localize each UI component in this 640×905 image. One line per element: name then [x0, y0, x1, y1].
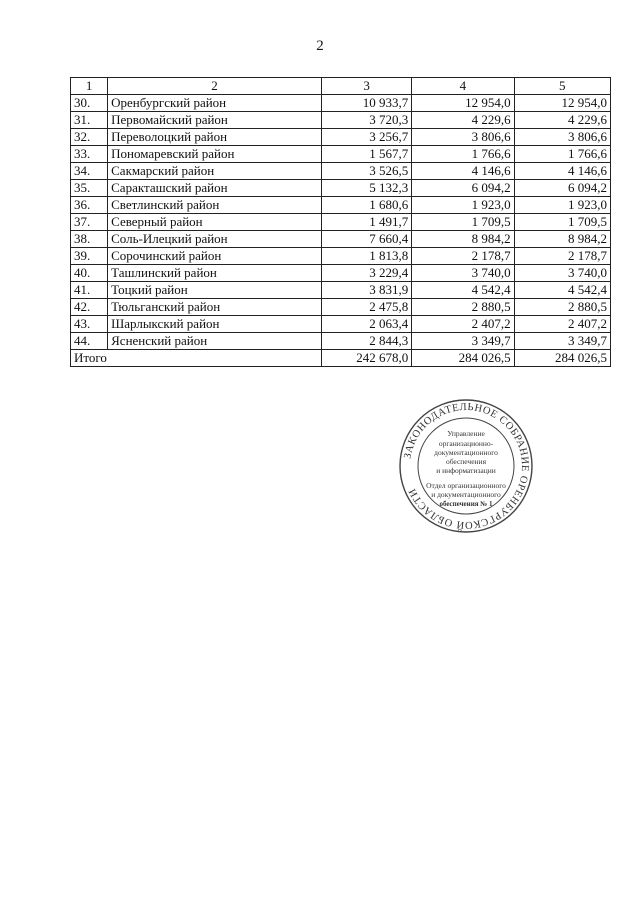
table-cell: Сорочинский район [108, 248, 322, 265]
table-row [71, 333, 611, 350]
table-cell: 4 229,6 [514, 112, 610, 129]
official-seal [398, 398, 534, 534]
table-cell: 1 567,7 [321, 146, 411, 163]
table-cell: 40. [71, 265, 108, 282]
table-cell: 3 349,7 [514, 333, 610, 350]
header-cell-1: 1 [71, 78, 108, 95]
table-cell: Оренбургский район [108, 95, 322, 112]
table-row [71, 129, 611, 146]
page-number: 2 [316, 38, 324, 54]
table-cell: 3 526,5 [321, 163, 411, 180]
seal-inner-text [426, 429, 506, 508]
table-cell: 10 933,7 [321, 95, 411, 112]
table-cell: 2 178,7 [412, 248, 514, 265]
table-cell: 33. [71, 146, 108, 163]
table-cell: 6 094,2 [412, 180, 514, 197]
table-cell: 31. [71, 112, 108, 129]
table-cell: 3 740,0 [514, 265, 610, 282]
table-cell: 44. [71, 333, 108, 350]
table-cell: 1 923,0 [412, 197, 514, 214]
table-cell: Ташлинский район [108, 265, 322, 282]
table-cell: Северный район [108, 214, 322, 231]
table-row [71, 231, 611, 248]
table-cell: 3 806,6 [514, 129, 610, 146]
table-row [71, 299, 611, 316]
seal-line: Отдел организационного [426, 481, 506, 490]
seal-line: обеспечения № 1 [439, 500, 493, 508]
total-value: 242 678,0 [321, 350, 411, 367]
table-cell: 3 256,7 [321, 129, 411, 146]
table-cell: 2 880,5 [412, 299, 514, 316]
seal-outer-text: ЗАКОНОДАТЕЛЬНОЕ СОБРАНИЕ ОРЕНБУРГСКОЙ ОБЛАСТИ [402, 401, 531, 531]
table-cell: 8 984,2 [412, 231, 514, 248]
table-cell: 4 542,4 [514, 282, 610, 299]
table-row [71, 197, 611, 214]
header-cell-4: 4 [412, 78, 514, 95]
table-cell: 5 132,3 [321, 180, 411, 197]
table-cell: 2 407,2 [514, 316, 610, 333]
table-cell: 36. [71, 197, 108, 214]
table-cell: Тюльганский район [108, 299, 322, 316]
table-cell: 3 740,0 [412, 265, 514, 282]
allocation-table [70, 77, 611, 367]
table-body [71, 78, 611, 367]
total-value: 284 026,5 [412, 350, 514, 367]
table-cell: 41. [71, 282, 108, 299]
table-cell: 2 475,8 [321, 299, 411, 316]
table-cell: 30. [71, 95, 108, 112]
header-cell-2: 2 [108, 78, 322, 95]
table-cell: 7 660,4 [321, 231, 411, 248]
seal-line: и информатизации [436, 466, 496, 475]
table-cell: Соль-Илецкий район [108, 231, 322, 248]
table-cell: Переволоцкий район [108, 129, 322, 146]
table-row [71, 146, 611, 163]
seal-line: организационно- [438, 439, 494, 448]
table-cell: 2 178,7 [514, 248, 610, 265]
table-cell: 4 542,4 [412, 282, 514, 299]
table-cell: 8 984,2 [514, 231, 610, 248]
table-cell: 1 680,6 [321, 197, 411, 214]
table-row [71, 282, 611, 299]
table-cell: Саракташский район [108, 180, 322, 197]
table-cell: 32. [71, 129, 108, 146]
seal-line: и документационного [431, 490, 501, 499]
total-label: Итого [71, 350, 322, 367]
table-cell: 1 491,7 [321, 214, 411, 231]
table-cell: 2 407,2 [412, 316, 514, 333]
table-cell: 2 063,4 [321, 316, 411, 333]
table-cell: 12 954,0 [412, 95, 514, 112]
table-cell: 4 146,6 [514, 163, 610, 180]
table-row [71, 316, 611, 333]
table-cell: 1 709,5 [514, 214, 610, 231]
table-cell: 1 709,5 [412, 214, 514, 231]
seal-line: документационного [434, 448, 498, 457]
table-row [71, 248, 611, 265]
total-value: 284 026,5 [514, 350, 610, 367]
table-cell: 2 880,5 [514, 299, 610, 316]
seal-line: обеспечения [445, 457, 487, 466]
table-cell: 1 766,6 [514, 146, 610, 163]
table-cell: 3 806,6 [412, 129, 514, 146]
table-cell: 1 923,0 [514, 197, 610, 214]
table-cell: 1 766,6 [412, 146, 514, 163]
seal-line: Управление [447, 429, 485, 438]
table-cell: 3 831,9 [321, 282, 411, 299]
table-cell: Тоцкий район [108, 282, 322, 299]
table-cell: 6 094,2 [514, 180, 610, 197]
table-header-row [71, 78, 611, 95]
table-cell: Светлинский район [108, 197, 322, 214]
table-row [71, 112, 611, 129]
header-cell-3: 3 [321, 78, 411, 95]
table-cell: Пономаревский район [108, 146, 322, 163]
table-cell: 1 813,8 [321, 248, 411, 265]
table-row [71, 163, 611, 180]
table-cell: 4 229,6 [412, 112, 514, 129]
table-cell: Сакмарский район [108, 163, 322, 180]
table-row [71, 265, 611, 282]
table-cell: Первомайский район [108, 112, 322, 129]
table-cell: 39. [71, 248, 108, 265]
table-cell: 37. [71, 214, 108, 231]
table-cell: 34. [71, 163, 108, 180]
table-cell: 3 349,7 [412, 333, 514, 350]
table-row [71, 180, 611, 197]
table-cell: 12 954,0 [514, 95, 610, 112]
table-cell: 3 720,3 [321, 112, 411, 129]
table-row [71, 214, 611, 231]
table-cell: Ясненский район [108, 333, 322, 350]
table-cell: 38. [71, 231, 108, 248]
table-row [71, 95, 611, 112]
table-cell: 42. [71, 299, 108, 316]
table-total-row [71, 350, 611, 367]
table-cell: 43. [71, 316, 108, 333]
table-cell: Шарлыкский район [108, 316, 322, 333]
header-cell-5: 5 [514, 78, 610, 95]
table-cell: 35. [71, 180, 108, 197]
table-cell: 3 229,4 [321, 265, 411, 282]
table-cell: 2 844,3 [321, 333, 411, 350]
table-cell: 4 146,6 [412, 163, 514, 180]
